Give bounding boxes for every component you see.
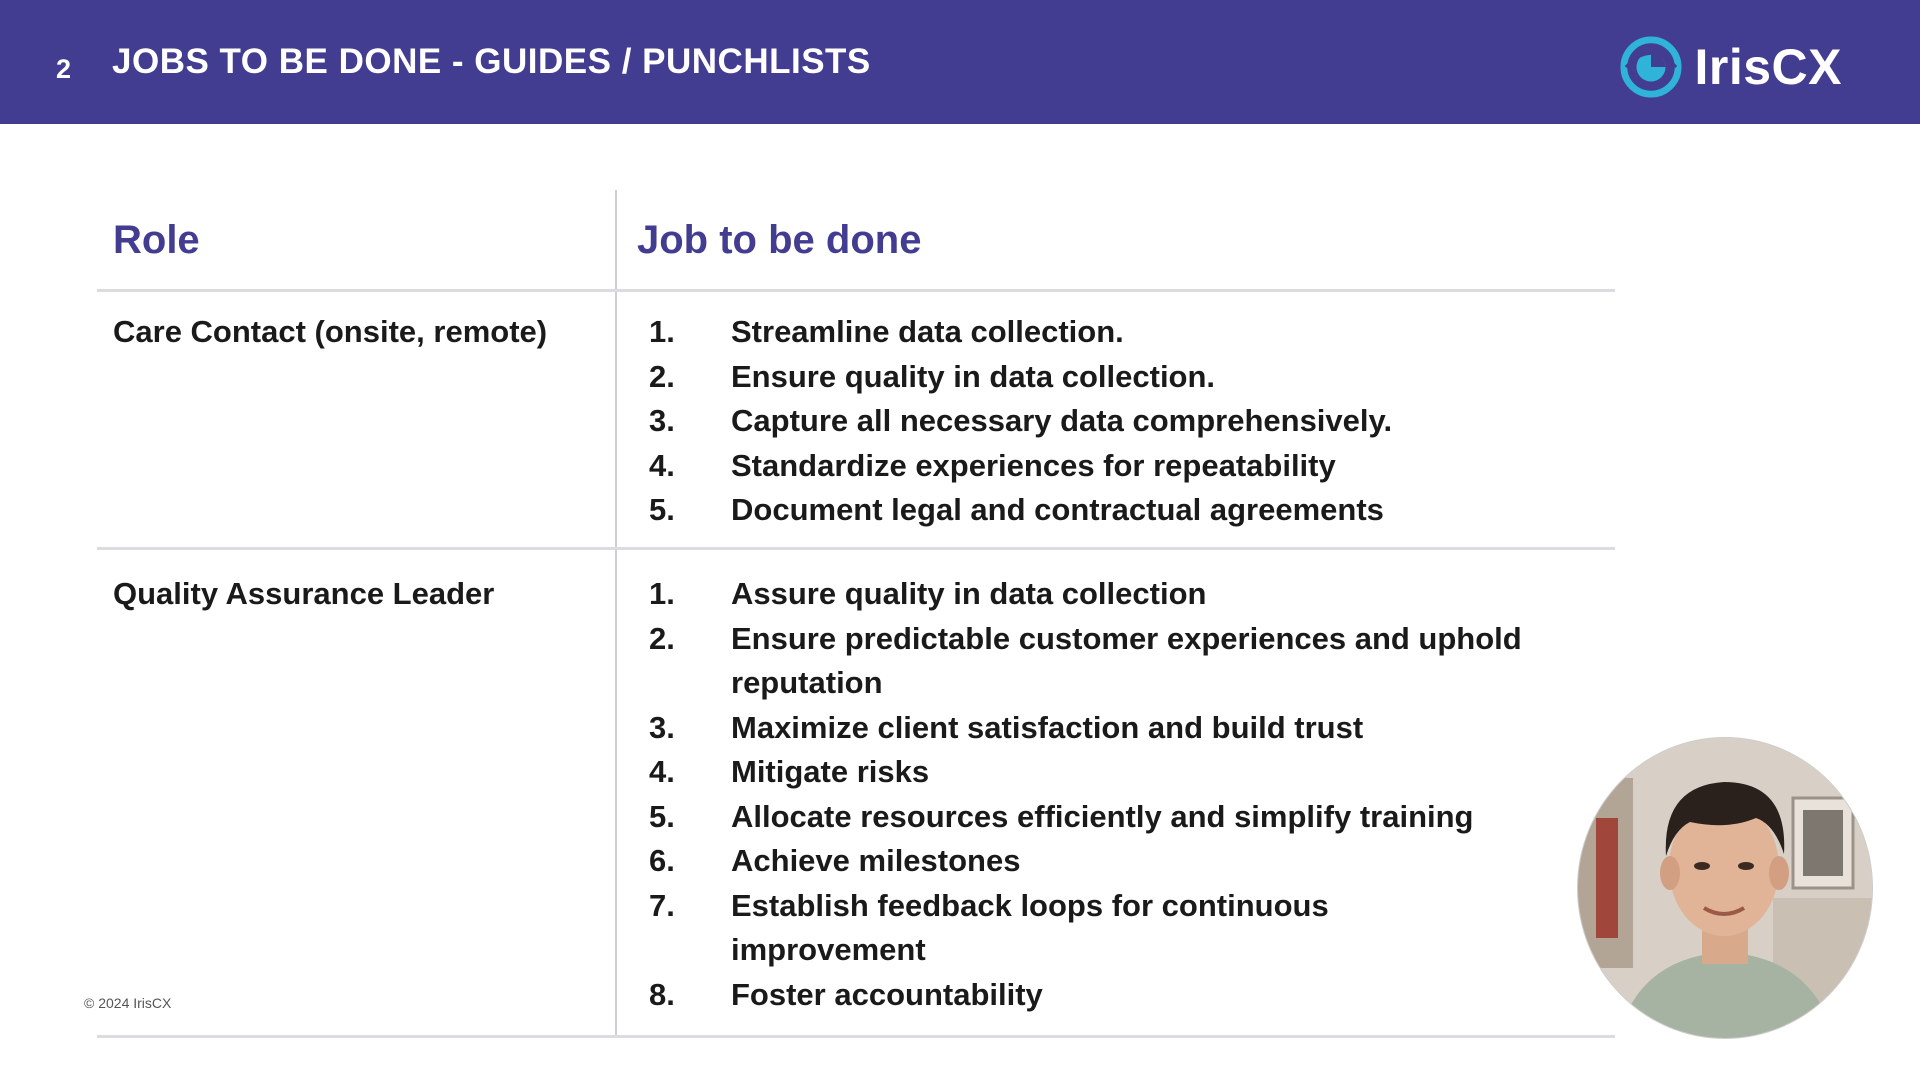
list-item: 7. Establish feedback loops for continuous improvement — [649, 887, 1329, 967]
iriscx-logo — [1620, 34, 1842, 100]
list-item: 4. Mitigate risks — [649, 754, 930, 789]
logo-wordmark: IrisCX — [1694, 39, 1842, 95]
list-item: 1. Assure quality in data collection — [649, 576, 1207, 611]
jobs-list-care-contact — [649, 310, 1609, 533]
list-item: 3. Maximize client satisfaction and build trust — [649, 709, 1364, 745]
header-job: Job to be done — [637, 218, 922, 262]
list-item: 2. Ensure predictable customer experiences and uphold reputation — [649, 620, 1522, 700]
list-item: 5. Document legal and contractual agreements — [649, 492, 1384, 527]
copyright-text: © 2024 IrisCX — [84, 995, 172, 1011]
list-item: 1. Streamline data collection. — [649, 314, 1124, 349]
role-qa-leader: Quality Assurance Leader — [113, 576, 495, 611]
role-care-contact: Care Contact (onsite, remote) — [113, 314, 548, 349]
slide-title: JOBS TO BE DONE - GUIDES / PUNCHLISTS — [112, 42, 871, 81]
column-divider — [615, 190, 617, 1038]
list-item: 3. Capture all necessary data comprehensively. — [649, 403, 1393, 438]
slide-number: 2 — [56, 54, 72, 84]
presenter-video-icon — [1578, 738, 1872, 1038]
row-divider — [97, 547, 1615, 550]
presenter-video-feed[interactable] — [1578, 738, 1872, 1038]
list-item: 5. Allocate resources efficiently and simplify training — [649, 798, 1474, 834]
header-role: Role — [113, 218, 200, 262]
table-bottom-border — [97, 1035, 1615, 1038]
jobs-table — [97, 190, 1615, 1038]
list-item: 8. Foster accountability — [649, 976, 1043, 1012]
jobs-list-qa-leader — [649, 572, 1669, 1017]
list-item: 6. Achieve milestones — [649, 843, 1021, 878]
header-divider — [97, 289, 1615, 292]
list-item: 4. Standardize experiences for repeatability — [649, 447, 1336, 483]
list-item: 2. Ensure quality in data collection. — [649, 358, 1216, 394]
slide-header — [0, 0, 1920, 124]
eye-logo-icon — [1620, 36, 1682, 98]
